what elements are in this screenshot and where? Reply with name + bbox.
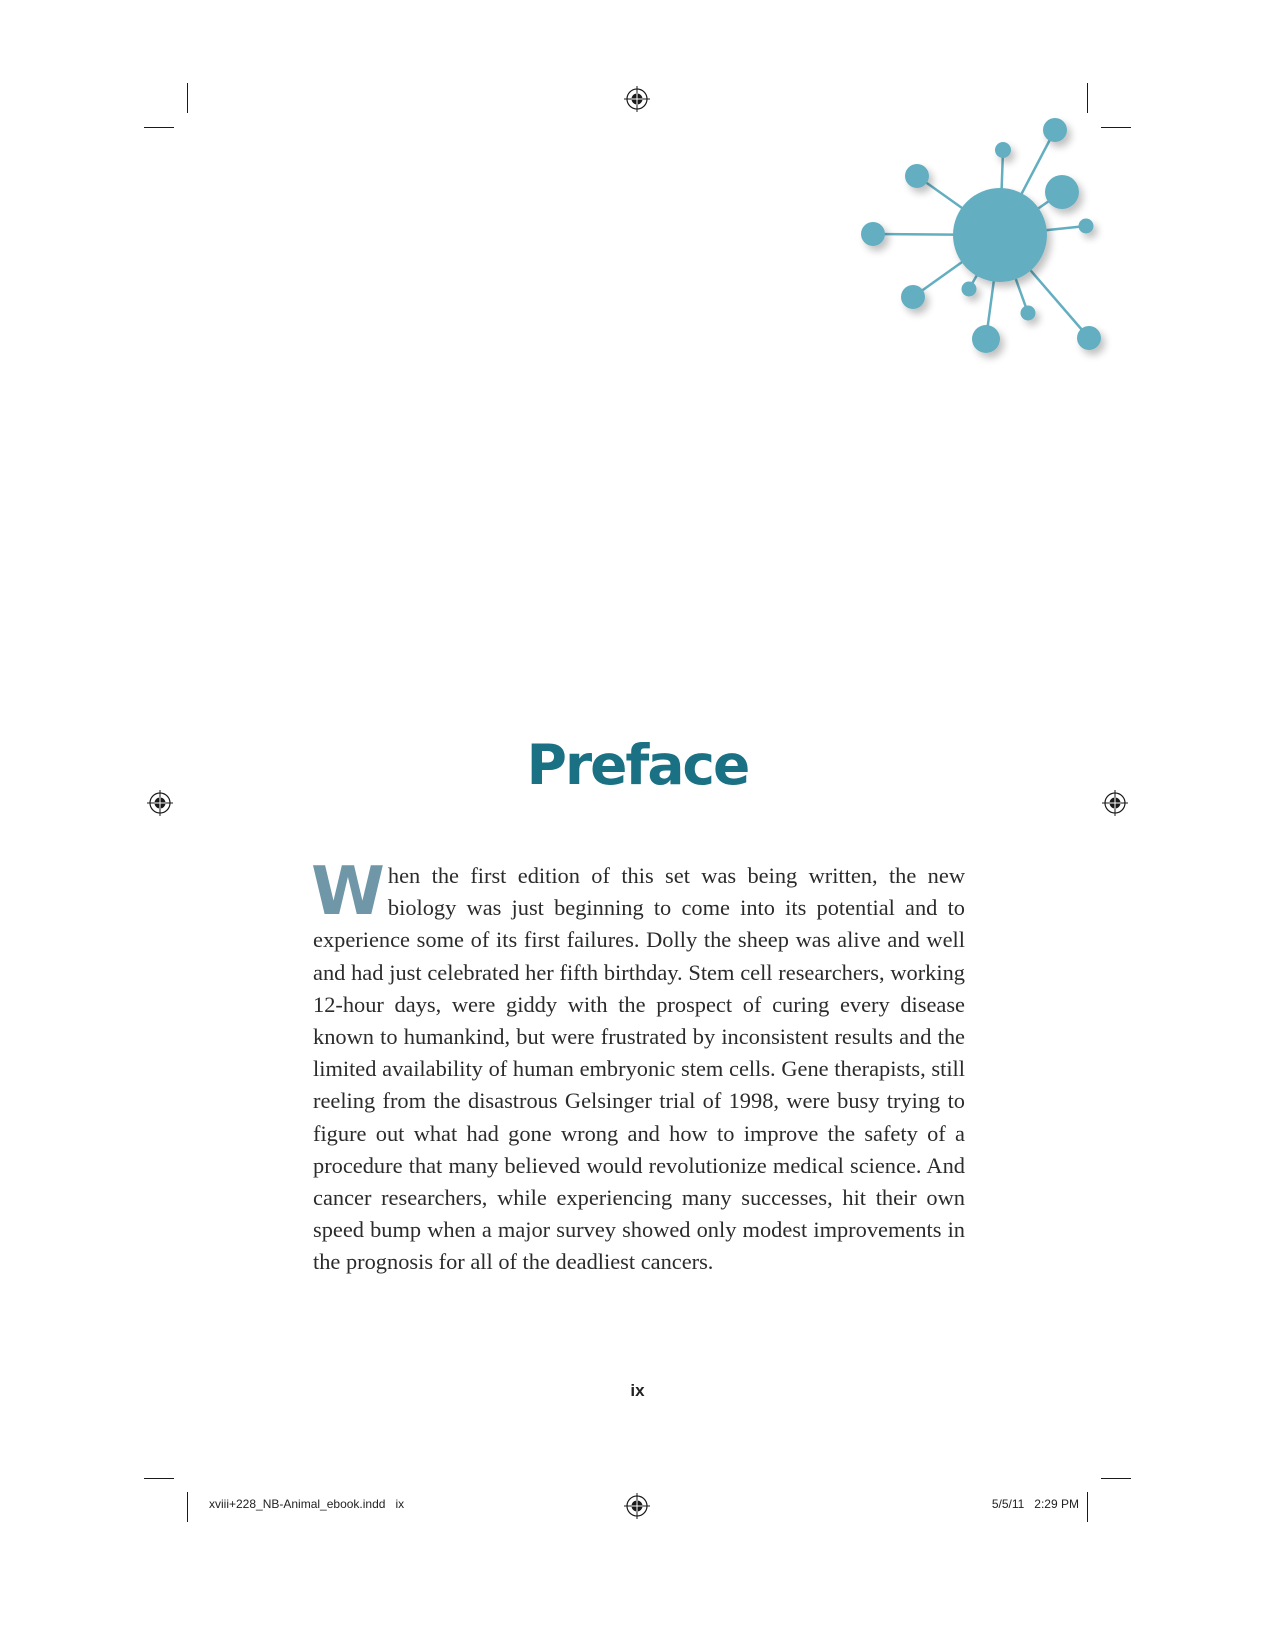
crop-mark-top-left-vertical <box>187 83 188 113</box>
paragraph-text: hen the first edition of this set was being written, the new biology was just beginning to come into its potential and to experience some of its first failures. Dolly the sheep was alive and well and had just celebrated her fifth birthday. Stem cell researchers, working 12-hour days, were giddy with the prospect of curing every disease known to humankind, but were frustrated by inconsistent results and the limited availability of human embryonic stem cells. Gene therapists, still reeling from the disastrous Gelsinger trial of 1998, were busy trying to figure out what had gone wrong and how to improve the safety of a procedure that many believed would revolutionize medical science. And cancer researchers, while experiencing many successes, hit their own speed bump when a major survey showed only modest improvements in the prognosis for all of the deadliest cancers. <box>313 863 965 1275</box>
slug-date-time: 5/5/11 2:29 PM <box>991 1497 1079 1511</box>
crop-mark-top-right-vertical <box>1087 83 1088 113</box>
preface-paragraph <box>311 852 965 1279</box>
crop-mark-bottom-right-vertical <box>1087 1492 1088 1522</box>
registration-mark-icon <box>1102 790 1128 816</box>
crop-mark-bottom-left-vertical <box>187 1492 188 1522</box>
page-title: Preface <box>526 733 749 797</box>
page-number: ix <box>630 1381 645 1400</box>
crop-mark-bottom-left-horizontal <box>144 1478 174 1479</box>
molecule-icon <box>850 110 1120 370</box>
drop-cap: W <box>311 852 385 930</box>
slug-file-name: xviii+228_NB-Animal_ebook.indd ix <box>209 1497 405 1511</box>
registration-mark-icon <box>624 86 650 112</box>
crop-mark-bottom-right-horizontal <box>1101 1478 1131 1479</box>
registration-mark-icon <box>624 1493 650 1519</box>
crop-mark-top-left-horizontal <box>144 127 174 128</box>
registration-mark-icon <box>147 790 173 816</box>
